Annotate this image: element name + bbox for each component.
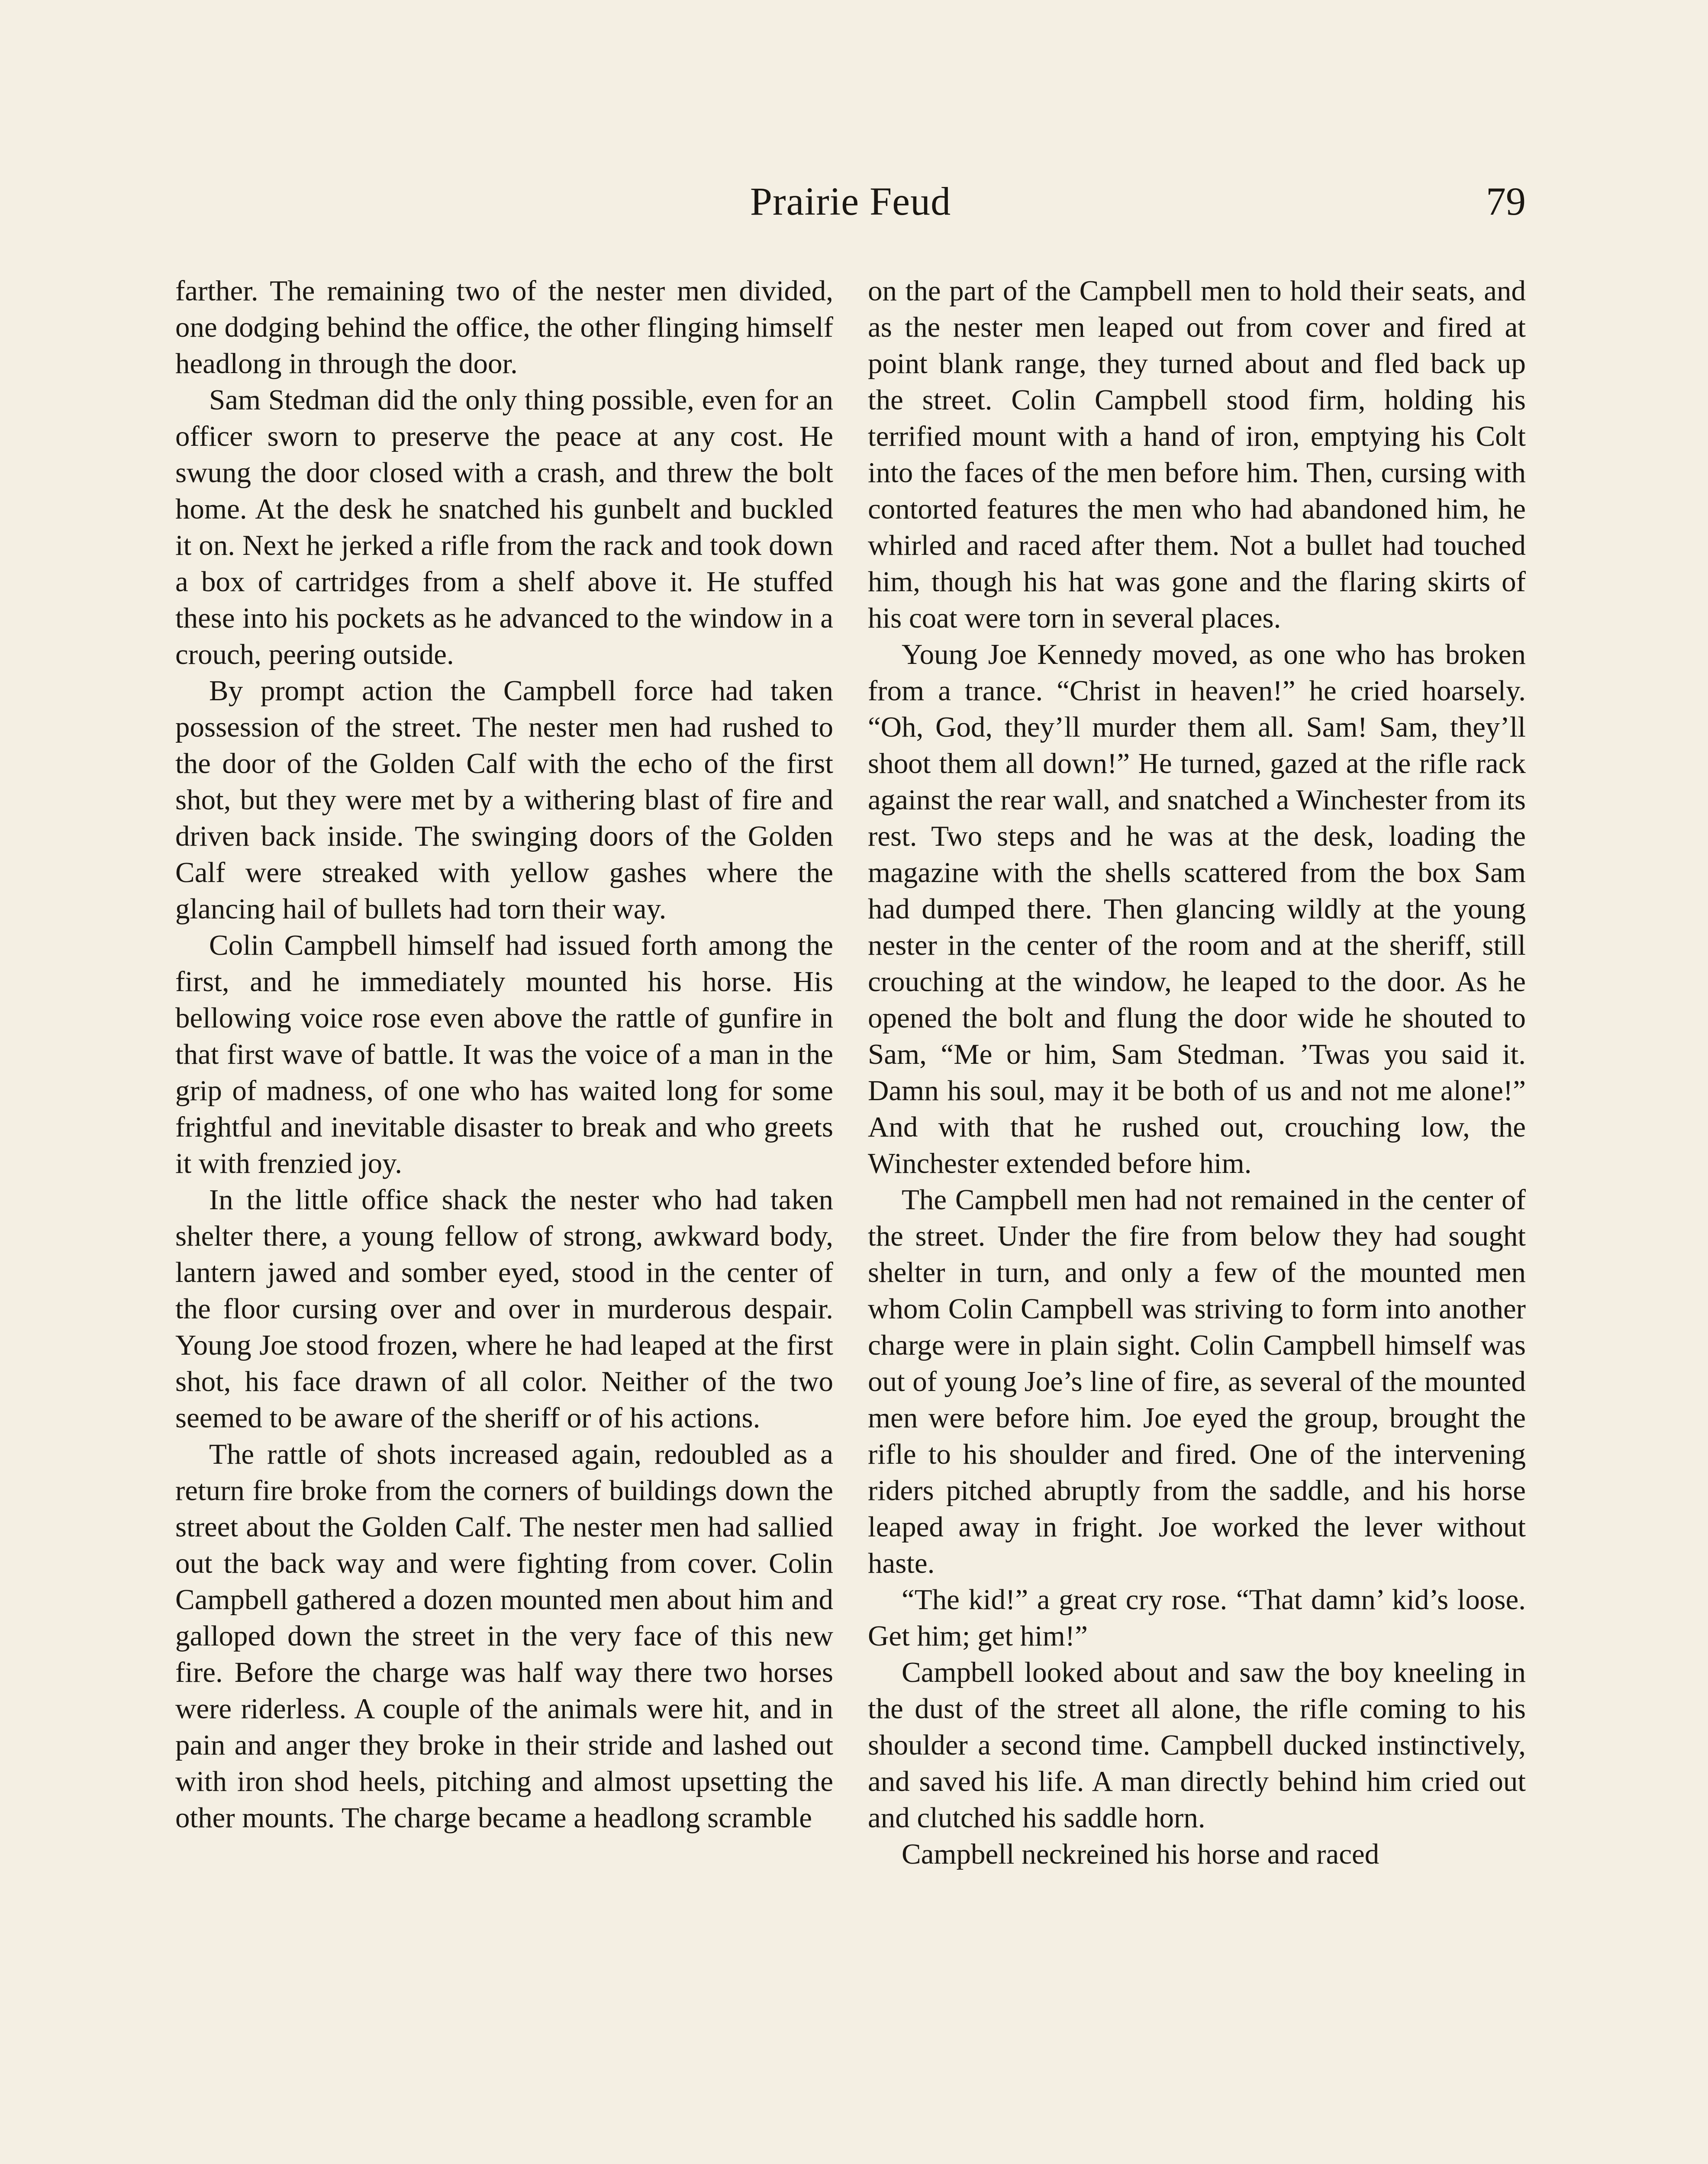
paragraph: Sam Stedman did the only thing possible, even for an officer sworn to preserve the peace at any cost. He swung the door closed with a crash, and threw the bolt home. At the desk he snatched his gunbelt and buckled it on. Next he jerked a rifle from the rack and took down a box of cartridges from a shelf above it. He stuffed these into his pockets as he advanced to the window in a crouch, peering outside. <box>175 384 833 670</box>
running-title: Prairie Feud <box>750 179 951 223</box>
paragraph: Campbell neckreined his horse and raced <box>902 1838 1379 1870</box>
paragraph: In the little office shack the nester who had taken shelter there, a young fellow of strong, awkward body, lantern jawed and somber eyed, stood in the center of the floor cursing over and over in murderous despair. Young Joe stood frozen, where he had leaped at the first shot, his face drawn of all color. Neither of the two seemed to be aware of the sheriff or of his actions. <box>175 1184 833 1434</box>
paragraph: on the part of the Campbell men to hold their seats, and as the nester men leaped out from cover and fired at point blank range, they turned about and fled back up the street. Colin Campbell stood firm, holding his terrified mount with a hand of iron, emptying his Colt into the faces of the men before him. Then, cursing with contorted features the men who had abandoned him, he whirled and raced after them. Not a bullet had touched him, though his hat was gone and the flaring skirts of his coat were torn in several places. <box>868 275 1526 634</box>
paragraph: By prompt action the Campbell force had taken possession of the street. The nester men had rushed to the door of the Golden Calf with the echo of the first shot, but they were met by a withering blast of fire and driven back inside. The swinging doors of the Golden Calf were streaked with yellow gashes where the glancing hail of bullets had torn their way. <box>175 675 833 925</box>
page-number: 79 <box>1486 179 1526 223</box>
paragraph: Young Joe Kennedy moved, as one who has broken from a trance. “Christ in heaven!” he cried hoarsely. “Oh, God, they’ll murder them all. Sam! Sam, they’ll shoot them all down!” He turned, gazed at the rifle rack against the rear wall, and snatched a Winchester from its rest. Two steps and he was at the desk, loading the magazine with the shells scattered from the box Sam had dumped there. Then glancing wildly at the young nester in the center of the room and at the sheriff, still crouching at the window, he leaped to the door. As he opened the bolt and flung the door wide he shouted to Sam, “Me or him, Sam Stedman. ’Twas you said it. Damn his soul, may it be both of us and not me alone!” And with that he rushed out, crouching low, the Winchester extended before him. <box>868 638 1526 1179</box>
running-header <box>175 175 1526 236</box>
paragraph: The rattle of shots increased again, redoubled as a return fire broke from the corners of buildings down the street about the Golden Calf. The nester men had sallied out the back way and were fighting from cover. Colin Campbell gathered a dozen mounted men about him and galloped down the street in the very face of this new fire. Before the charge was half way there two horses were riderless. A couple of the animals were hit, and in pain and anger they broke in their stride and lashed out with iron shod heels, pitching and almost upsetting the other mounts. The charge became a headlong scramble <box>175 1438 833 1834</box>
paragraph: “The kid!” a great cry rose. “That damn’ kid’s loose. Get him; get him!” <box>868 1584 1526 1652</box>
text-columns <box>175 273 1526 2164</box>
paragraph: farther. The remaining two of the nester men divided, one dodging behind the office, the other flinging himself headlong in through the door. <box>175 275 833 380</box>
paragraph: Campbell looked about and saw the boy kneeling in the dust of the street all alone, the rifle coming to his shoulder a second time. Campbell ducked instinctively, and saved his life. A man directly behind him cried out and clutched his saddle horn. <box>868 1656 1526 1834</box>
paragraph: The Campbell men had not remained in the center of the street. Under the fire from below they had sought shelter in turn, and only a few of the mounted men whom Colin Campbell was striving to form into another charge were in plain sight. Colin Campbell himself was out of young Joe’s line of fire, as several of the mounted men were before him. Joe eyed the group, brought the rifle to his shoulder and fired. One of the intervening riders pitched abruptly from the saddle, and his horse leaped away in fright. Joe worked the lever without haste. <box>868 1184 1526 1579</box>
right-column <box>868 273 1526 2164</box>
paragraph: Colin Campbell himself had issued forth among the first, and he immediately mounted his horse. His bellowing voice rose even above the rattle of gunfire in that first wave of battle. It was the voice of a man in the grip of madness, of one who has waited long for some frightful and inevitable disaster to break and who greets it with frenzied joy. <box>175 929 833 1179</box>
left-column <box>175 273 833 2164</box>
